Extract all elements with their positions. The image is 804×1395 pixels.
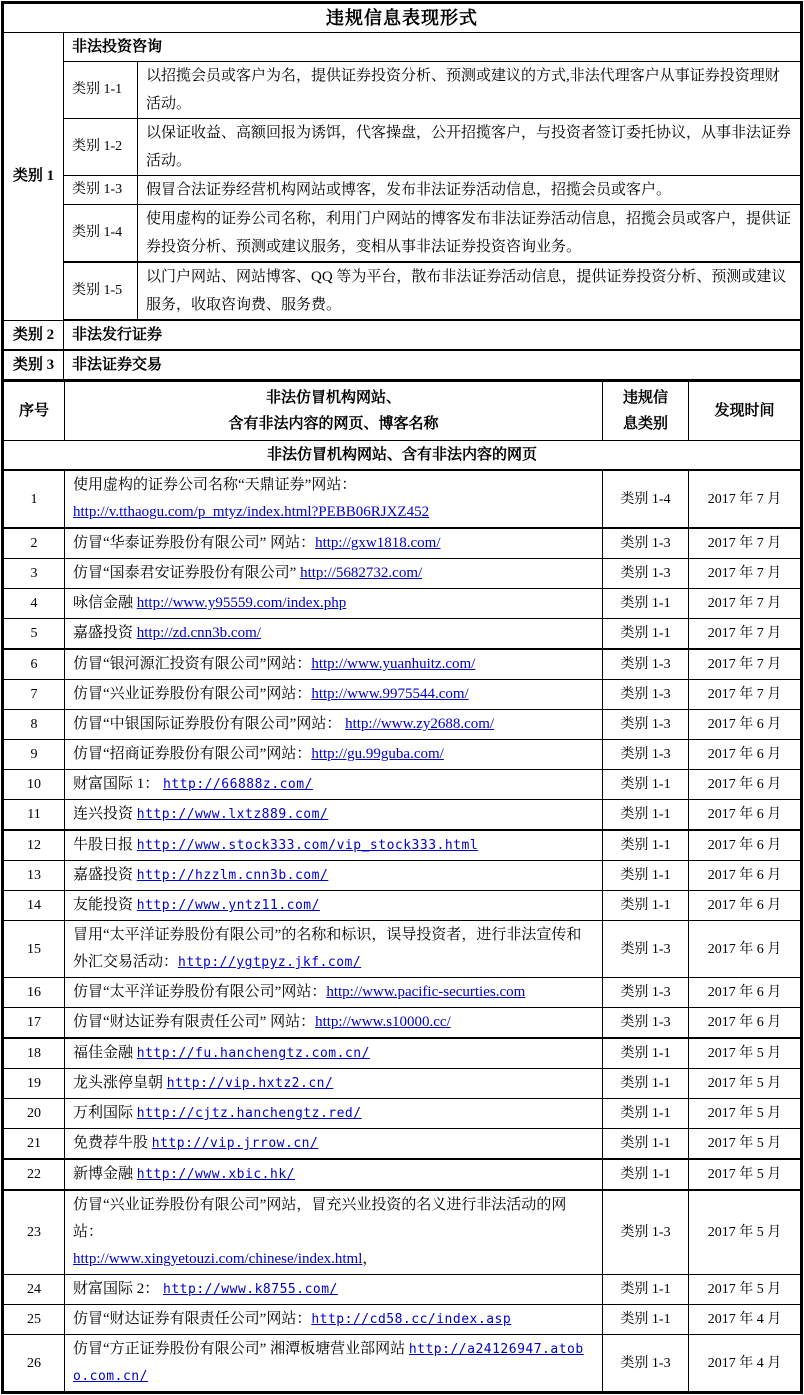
- violation-url-link[interactable]: http://www.yntz11.com/: [136, 898, 320, 913]
- table-row: [4, 649, 801, 680]
- discovery-date: 2017 年 4 月: [689, 1305, 801, 1335]
- violation-category: 类别 1-1: [603, 1129, 689, 1160]
- discovery-date: 2017 年 4 月: [689, 1335, 801, 1392]
- website-description-cell: [65, 1129, 603, 1160]
- url-line: [73, 1246, 594, 1273]
- website-description-cell: [65, 800, 603, 831]
- row-number: 13: [4, 861, 65, 891]
- website-description-cell: [65, 1038, 603, 1069]
- discovery-date: 2017 年 7 月: [689, 559, 801, 589]
- table-row: [4, 528, 801, 559]
- discovery-date: 2017 年 5 月: [689, 1275, 801, 1305]
- table-row: [4, 680, 801, 710]
- violations-table-header: [4, 382, 801, 441]
- website-description-text: 财富国际 1：: [73, 776, 164, 792]
- table-row: [4, 1099, 801, 1129]
- violation-category: 类别 1-1: [603, 770, 689, 800]
- violation-url-link[interactable]: http://cjtz.hanchengtz.red/: [136, 1106, 362, 1121]
- category-definitions-table: [3, 3, 801, 381]
- website-description-text: 仿冒“兴业证券股份有限公司”网站：: [73, 686, 312, 702]
- category1-item-row: [4, 205, 801, 263]
- category1-2-code: 类别 1-2: [64, 119, 138, 176]
- row-number: 18: [4, 1038, 65, 1069]
- row-number: 3: [4, 559, 65, 589]
- table-row: [4, 1159, 801, 1190]
- col-header-category-line2: 息类别: [622, 416, 668, 432]
- table-row: [4, 740, 801, 770]
- col-header-no: 序号: [4, 382, 65, 441]
- discovery-date: 2017 年 5 月: [689, 1159, 801, 1190]
- violation-url-link[interactable]: http://66888z.com/: [163, 777, 313, 792]
- category1-item-row: [4, 119, 801, 176]
- document-page: [1, 1, 803, 1394]
- website-description-cell: [65, 1099, 603, 1129]
- website-description-text: 仿冒“太平洋证券股份有限公司”网站：: [73, 984, 327, 1000]
- row-number: 14: [4, 891, 65, 921]
- discovery-date: 2017 年 5 月: [689, 1099, 801, 1129]
- website-description-text: 嘉盛投资: [73, 867, 137, 883]
- table-row: [4, 800, 801, 831]
- website-description-text: 仿冒“方正证券股份有限公司” 湘潭板塘营业部网站: [73, 1341, 409, 1357]
- website-description-cell: [65, 770, 603, 800]
- discovery-date: 2017 年 6 月: [689, 830, 801, 861]
- violation-url-link[interactable]: http://gu.99guba.com/: [311, 746, 444, 762]
- table-row: [4, 589, 801, 619]
- violation-category: 类别 1-1: [603, 1099, 689, 1129]
- discovery-date: 2017 年 5 月: [689, 1038, 801, 1069]
- violation-url-link[interactable]: http://cd58.cc/index.asp: [311, 1312, 512, 1327]
- website-description-text: 冒用“太平洋证券股份有限公司”的名称和标识，误导投资者，进行非法宣传和外汇交易活动：: [73, 927, 582, 970]
- violation-url-link[interactable]: http://v.tthaogu.com/p_mtyz/index.html?PEBB06RJXZ452: [73, 504, 430, 520]
- website-description-text: 咏信金融: [73, 595, 137, 611]
- table-row: [4, 770, 801, 800]
- category1-item-row: [4, 176, 801, 205]
- row-number: 17: [4, 1008, 65, 1039]
- category1-4-code: 类别 1-4: [64, 205, 138, 263]
- website-description-cell: [65, 649, 603, 680]
- table-row: [4, 830, 801, 861]
- website-description-cell: [65, 830, 603, 861]
- table-row: [4, 891, 801, 921]
- table-row: [4, 861, 801, 891]
- violation-url-link[interactable]: http://www.xbic.hk/: [136, 1167, 295, 1182]
- website-description-text: 仿冒“财达证券有限责任公司” 网站：: [73, 1014, 316, 1030]
- title-row: [4, 4, 801, 33]
- table-row: [4, 1008, 801, 1039]
- website-description-text: 嘉盛投资: [73, 625, 137, 641]
- row-number: 22: [4, 1159, 65, 1190]
- discovery-date: 2017 年 6 月: [689, 921, 801, 978]
- category1-3-code: 类别 1-3: [64, 176, 138, 205]
- row-number: 15: [4, 921, 65, 978]
- violation-category: 类别 1-1: [603, 619, 689, 650]
- discovery-date: 2017 年 7 月: [689, 589, 801, 619]
- row-number: 26: [4, 1335, 65, 1392]
- row-number: 12: [4, 830, 65, 861]
- discovery-date: 2017 年 7 月: [689, 680, 801, 710]
- website-description-cell: [65, 891, 603, 921]
- col-header-category-line1: 违规信: [622, 390, 668, 406]
- website-description-cell: [65, 589, 603, 619]
- violations-table: [3, 381, 801, 1392]
- table-row: [4, 921, 801, 978]
- category1-header: 非法投资咨询: [64, 33, 801, 62]
- discovery-date: 2017 年 6 月: [689, 1008, 801, 1039]
- row-number: 6: [4, 649, 65, 680]
- website-description-text: 龙头涨停皇朝: [73, 1075, 167, 1091]
- discovery-date: 2017 年 5 月: [689, 1190, 801, 1275]
- violation-category: 类别 1-1: [603, 800, 689, 831]
- violation-category: 类别 1-1: [603, 1305, 689, 1335]
- violation-category: 类别 1-3: [603, 978, 689, 1008]
- table-row: [4, 710, 801, 740]
- row-number: 5: [4, 619, 65, 650]
- category1-header-row: [4, 33, 801, 62]
- violation-url-link[interactable]: http://fu.hanchengtz.com.cn/: [136, 1046, 370, 1061]
- website-description-text: 万利国际: [73, 1105, 137, 1121]
- row-number: 24: [4, 1275, 65, 1305]
- website-description-cell: [65, 921, 603, 978]
- violation-category: 类别 1-1: [603, 1275, 689, 1305]
- violation-category: 类别 1-1: [603, 891, 689, 921]
- col-header-category: [603, 382, 689, 441]
- website-description-cell: [65, 528, 603, 559]
- website-description-text: 新博金融: [73, 1166, 137, 1182]
- row-number: 23: [4, 1190, 65, 1275]
- website-description-cell: [65, 710, 603, 740]
- col-header-name: [65, 382, 603, 441]
- table-row: [4, 559, 801, 589]
- row-number: 7: [4, 680, 65, 710]
- violation-url-link[interactable]: http://www.xingyetouzi.com/chinese/index.html: [73, 1251, 363, 1267]
- table-row: [4, 1305, 801, 1335]
- violation-category: 类别 1-1: [603, 1159, 689, 1190]
- category1-1-desc: 以招揽会员或客户为名，提供证券投资分析、预测或建议的方式,非法代理客户从事证券投资理财活动。: [138, 62, 801, 119]
- col-header-name-line2: 含有非法内容的网页、博客名称: [228, 416, 439, 432]
- discovery-date: 2017 年 7 月: [689, 649, 801, 680]
- row-number: 9: [4, 740, 65, 770]
- website-description-cell: [65, 861, 603, 891]
- discovery-date: 2017 年 6 月: [689, 861, 801, 891]
- category1-3-desc: 假冒合法证券经营机构网站或博客，发布非法证券活动信息，招揽会员或客户。: [138, 176, 801, 205]
- row-number: 16: [4, 978, 65, 1008]
- website-description-cell: [65, 1275, 603, 1305]
- website-description-cell: [65, 1335, 603, 1392]
- website-description-text: 仿冒“财达证券有限责任公司”网站：: [73, 1311, 312, 1327]
- violation-url-link[interactable]: http://www.k8755.com/: [163, 1282, 338, 1297]
- discovery-date: 2017 年 7 月: [689, 619, 801, 650]
- violation-category: 类别 1-1: [603, 589, 689, 619]
- violation-url-link[interactable]: http://vip.jrrow.cn/: [151, 1136, 319, 1151]
- url-line: [73, 499, 594, 526]
- category3-label: 类别 3: [4, 350, 64, 380]
- row-number: 25: [4, 1305, 65, 1335]
- table-row: [4, 978, 801, 1008]
- row-number: 11: [4, 800, 65, 831]
- website-description-cell: [65, 559, 603, 589]
- website-description-text: 仿冒“中银国际证券股份有限公司”网站：: [73, 716, 346, 732]
- website-description-text: 友能投资: [73, 897, 137, 913]
- violation-category: 类别 1-1: [603, 1069, 689, 1099]
- website-description-text: 连兴投资: [73, 806, 137, 822]
- website-description-cell: [65, 978, 603, 1008]
- category1-4-desc: 使用虚构的证券公司名称，利用门户网站的博客发布非法证券活动信息，招揽会员或客户，提供证券投资分析、预测或建议服务，变相从事非法证券投资咨询业务。: [138, 205, 801, 263]
- discovery-date: 2017 年 5 月: [689, 1129, 801, 1160]
- page-title: 违规信息表现形式: [4, 4, 801, 33]
- violation-url-link[interactable]: http://www.lxtz889.com/: [136, 807, 329, 822]
- website-description-text: 仿冒“华泰证券股份有限公司” 网站：: [73, 535, 316, 551]
- row-number: 8: [4, 710, 65, 740]
- website-description-cell: [65, 1190, 603, 1275]
- violation-table-body: [4, 470, 801, 1392]
- category2-label: 类别 2: [4, 320, 64, 350]
- violation-url-link[interactable]: http://www.s10000.cc/: [315, 1014, 451, 1030]
- violation-url-link[interactable]: http://www.y95559.com/index.php: [136, 595, 347, 611]
- discovery-date: 2017 年 6 月: [689, 740, 801, 770]
- violation-category: 类别 1-1: [603, 830, 689, 861]
- table-row: [4, 1190, 801, 1275]
- table-row: [4, 1038, 801, 1069]
- website-description-text: 福佳金融: [73, 1045, 137, 1061]
- discovery-date: 2017 年 7 月: [689, 470, 801, 528]
- violation-url-link[interactable]: http://ygtpyz.jkf.com/: [178, 955, 362, 970]
- website-description-cell: [65, 1008, 603, 1039]
- row-number: 19: [4, 1069, 65, 1099]
- website-description-cell: [65, 740, 603, 770]
- table-row: [4, 1069, 801, 1099]
- violation-category: 类别 1-3: [603, 740, 689, 770]
- violation-url-link[interactable]: http://www.yuanhuitz.com/: [311, 656, 476, 672]
- row-number: 10: [4, 770, 65, 800]
- category2-row: [4, 320, 801, 350]
- violation-category: 类别 1-3: [603, 528, 689, 559]
- violation-category: 类别 1-3: [603, 1190, 689, 1275]
- website-description-text: 仿冒“招商证券股份有限公司”网站：: [73, 746, 312, 762]
- violation-category: 类别 1-4: [603, 470, 689, 528]
- category1-2-desc: 以保证收益、高额回报为诱饵，代客操盘，公开招揽客户，与投资者签订委托协议，从事非法证券活动。: [138, 119, 801, 176]
- discovery-date: 2017 年 6 月: [689, 891, 801, 921]
- website-description-cell: [65, 619, 603, 650]
- violation-url-link[interactable]: http://zd.cnn3b.com/: [136, 625, 261, 641]
- category1-5-code: 类别 1-5: [64, 262, 138, 320]
- website-description-text: 仿冒“兴业证券股份有限公司”网站，冒充兴业投资的名义进行非法活动的网站：: [73, 1197, 567, 1240]
- website-description-text: 使用虚构的证券公司名称“天鼎证券”网站：: [73, 477, 357, 493]
- col-header-name-line1: 非法仿冒机构网站、: [265, 390, 401, 406]
- table-row: [4, 1335, 801, 1392]
- violation-url-link[interactable]: http://a24126947.atobo.com.cn/: [73, 1342, 584, 1384]
- table-row: [4, 1129, 801, 1160]
- website-description-cell: [65, 1159, 603, 1190]
- category3-row: [4, 350, 801, 380]
- violation-category: 类别 1-3: [603, 680, 689, 710]
- violation-url-link[interactable]: http://www.zy2688.com/: [345, 716, 495, 732]
- website-description-text: 免费荐牛股: [73, 1135, 152, 1151]
- violation-category: 类别 1-3: [603, 559, 689, 589]
- violation-url-link[interactable]: http://vip.hxtz2.cn/: [166, 1076, 334, 1091]
- discovery-date: 2017 年 6 月: [689, 800, 801, 831]
- discovery-date: 2017 年 7 月: [689, 528, 801, 559]
- category1-5-desc: 以门户网站、网站博客、QQ 等为平台，散布非法证券活动信息，提供证券投资分析、预测或建议服务，收取咨询费、服务费。: [138, 262, 801, 320]
- row-number: 21: [4, 1129, 65, 1160]
- category1-1-code: 类别 1-1: [64, 62, 138, 119]
- website-description-text: 仿冒“银河源汇投资有限公司”网站：: [73, 656, 312, 672]
- row-number: 1: [4, 470, 65, 528]
- discovery-date: 2017 年 6 月: [689, 770, 801, 800]
- website-description-text: 牛股日报: [73, 837, 137, 853]
- section-header-row: [4, 441, 801, 471]
- discovery-date: 2017 年 6 月: [689, 978, 801, 1008]
- website-description-text: 仿冒“国泰君安证券股份有限公司”: [73, 565, 301, 581]
- violation-category: 类别 1-1: [603, 1038, 689, 1069]
- row-number: 20: [4, 1099, 65, 1129]
- violation-category: 类别 1-1: [603, 861, 689, 891]
- violation-category: 类别 1-3: [603, 921, 689, 978]
- violation-url-link[interactable]: http://www.9975544.com/: [311, 686, 469, 702]
- section-header-title: 非法仿冒机构网站、含有非法内容的网页: [4, 441, 801, 471]
- trailing-punctuation: ，: [362, 1251, 378, 1267]
- violation-url-link[interactable]: http://hzzlm.cnn3b.com/: [136, 868, 329, 883]
- website-description-cell: [65, 680, 603, 710]
- discovery-date: 2017 年 6 月: [689, 710, 801, 740]
- category1-item-row: [4, 262, 801, 320]
- table-row: [4, 619, 801, 650]
- category2-desc: 非法发行证券: [64, 320, 801, 350]
- website-description-cell: [65, 1305, 603, 1335]
- category1-label: 类别 1: [4, 33, 64, 321]
- website-description-text: 财富国际 2：: [73, 1281, 164, 1297]
- website-description-cell: [65, 470, 603, 528]
- table-row: [4, 1275, 801, 1305]
- violation-category: 类别 1-3: [603, 649, 689, 680]
- row-number: 4: [4, 589, 65, 619]
- violation-url-link[interactable]: http://www.stock333.com/vip_stock333.html: [136, 838, 479, 853]
- discovery-date: 2017 年 5 月: [689, 1069, 801, 1099]
- violation-url-link[interactable]: http://www.pacific-securties.com: [326, 984, 526, 1000]
- col-header-date: 发现时间: [689, 382, 801, 441]
- table-row: [4, 470, 801, 528]
- violation-category: 类别 1-3: [603, 710, 689, 740]
- website-description-cell: [65, 1069, 603, 1099]
- violation-category: 类别 1-3: [603, 1335, 689, 1392]
- violation-url-link[interactable]: http://5682732.com/: [300, 565, 423, 581]
- category1-item-row: [4, 62, 801, 119]
- row-number: 2: [4, 528, 65, 559]
- category3-desc: 非法证券交易: [64, 350, 801, 380]
- violation-url-link[interactable]: http://gxw1818.com/: [315, 535, 441, 551]
- violation-category: 类别 1-3: [603, 1008, 689, 1039]
